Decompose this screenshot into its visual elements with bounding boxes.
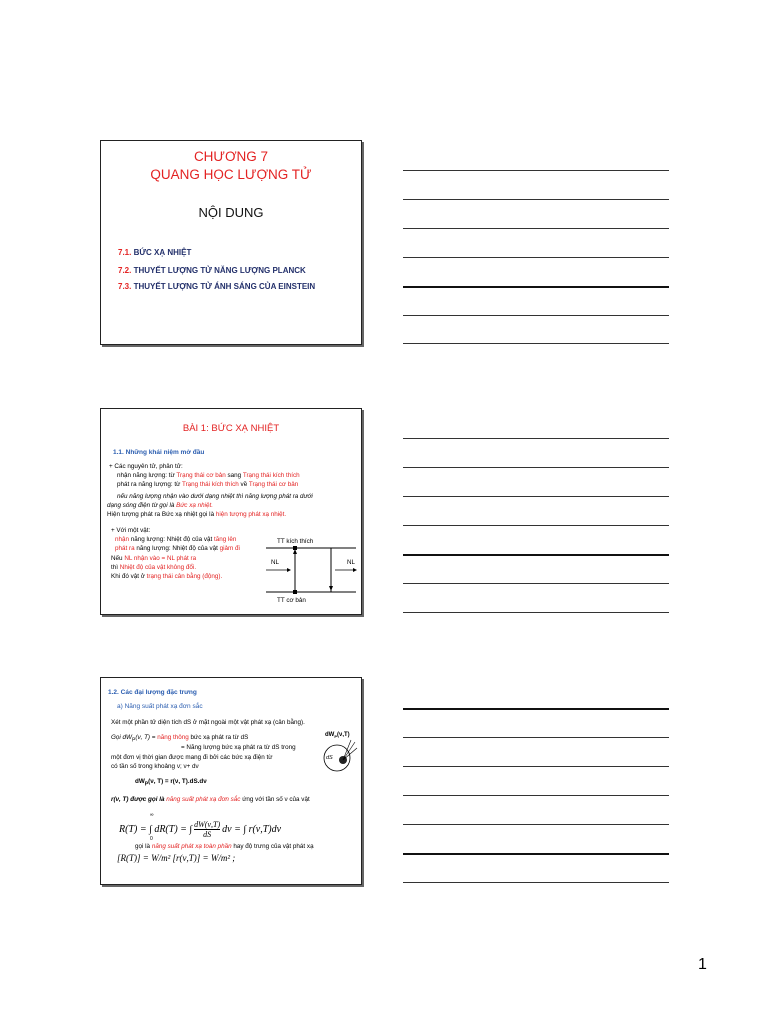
note-line (403, 737, 669, 738)
note-line (403, 583, 669, 584)
note-line (403, 708, 669, 710)
toc-item-3: 7.3. THUYẾT LƯỢNG TỬ ÁNH SÁNG CỦA EINSTEIN (118, 282, 316, 291)
note-line (403, 199, 669, 200)
note-line (403, 766, 669, 767)
toc-item-1: 7.1. BỨC XẠ NHIỆT (118, 248, 192, 257)
slide-3 (100, 677, 362, 885)
text-line: nếu năng lượng nhận vào dưới dạng nhiệt thì năng lượng phát ra dưới (117, 493, 313, 500)
text-line: + Các nguyên tử, phân tử: (109, 463, 183, 470)
text-line: dạng sóng điện từ gọi là Bức xạ nhiệt. (107, 502, 214, 509)
note-line (403, 612, 669, 613)
total-emissivity-equation: R(T) = ∫ dR(T) = ∫ $\frac{dW(\nu,T)}{dS}$ dν = ∫ r(ν,T)dν (119, 820, 282, 839)
text-line: gọi là năng suất phát xạ toàn phần hay độ trưng của vật phát xạ (135, 843, 314, 850)
ground-state-label: TT cơ bản (277, 597, 306, 604)
text-line: r(ν, T) được gọi là năng suất phát xạ đơn sắc ứng với tần số ν của vật (111, 796, 310, 803)
text-line: nhận năng lượng: từ Trạng thái cơ bản sang Trạng thái kích thích (117, 472, 300, 479)
note-line (403, 554, 669, 556)
chapter-title: CHƯƠNG 7 (193, 149, 269, 164)
flux-label: $dW_P(\nu,T)$ (325, 732, 350, 740)
text-line: Khi đó vật ở trạng thái cân bằng (động). (111, 573, 223, 580)
subsection-heading: a) Năng suất phát xạ đơn sắc (117, 703, 203, 710)
note-line (403, 343, 669, 344)
note-line (403, 315, 669, 316)
slide-2 (100, 408, 362, 615)
text-line: = Năng lượng bức xạ phát ra từ dS trong (181, 744, 296, 751)
text-line: Nếu NL nhận vào = NL phát ra (111, 555, 197, 562)
note-line (403, 882, 669, 883)
text-line: Hiện tượng phát ra Bức xạ nhiệt gọi là hiện tượng phát xạ nhiệt. (107, 511, 287, 518)
page-number: 1 (698, 956, 707, 973)
note-line (403, 438, 669, 439)
text-line: nhận năng lượng: Nhiệt độ của vật tăng lên (115, 536, 237, 543)
text-line: + Với một vật: (111, 527, 151, 534)
note-line (403, 467, 669, 468)
section-heading: 1.2. Các đại lượng đặc trưng (108, 689, 197, 696)
integral-lower-limit: 0 (150, 836, 153, 842)
note-line (403, 853, 669, 855)
energy-in-label: NL (271, 559, 280, 566)
note-line (403, 824, 669, 825)
note-line (403, 525, 669, 526)
text-line: phát ra năng lượng: từ Trạng thái kích thích về Trạng thái cơ bản (117, 481, 299, 488)
text-line: phát ra năng lượng: Nhiệt độ của vật giảm đi (115, 545, 240, 552)
chapter-subtitle: QUANG HỌC LƯỢNG TỬ (150, 167, 312, 182)
text-line: một đơn vị thời gian được mang đi bởi các bức xạ điện từ (111, 754, 273, 761)
note-line (403, 257, 669, 258)
note-line (403, 496, 669, 497)
toc-item-2: 7.2. THUYẾT LƯỢNG TỬ NĂNG LƯỢNG PLANCK (118, 266, 306, 275)
contents-heading: NỘI DUNG (198, 205, 264, 220)
energy-out-label: NL (347, 559, 356, 566)
text-line: thì Nhiệt độ của vật không đổi. (111, 564, 197, 571)
text-line: Gọi $dW_P(\nu$, T) = năng thông bức xạ phát ra từ dS (111, 734, 249, 744)
units-equation: [R(T)] = W/m² [r(ν,T)] = W/m² ; (117, 853, 236, 863)
note-line (403, 170, 669, 171)
note-line (403, 286, 669, 288)
section-heading: 1.1. Những khái niệm mở đầu (113, 449, 205, 456)
formula-line: $dW_P(\nu$, T) = r(ν, T).dS.dν (135, 778, 207, 788)
note-line (403, 795, 669, 796)
area-element-label: dS (326, 755, 333, 761)
text-line: Xét một phần tử diện tích dS ở mặt ngoài một vật phát xạ (cân bằng). (111, 719, 305, 726)
radiating-body-figure (323, 734, 361, 774)
text-line: có tần số trong khoảng ν; ν+ dν (111, 763, 199, 770)
lesson-title: BÀI 1: BỨC XẠ NHIỆT (182, 423, 280, 434)
excited-state-label: TT kích thích (277, 538, 314, 545)
integral-upper-limit: ∞ (150, 812, 154, 818)
note-line (403, 228, 669, 229)
slide-1 (100, 140, 362, 345)
